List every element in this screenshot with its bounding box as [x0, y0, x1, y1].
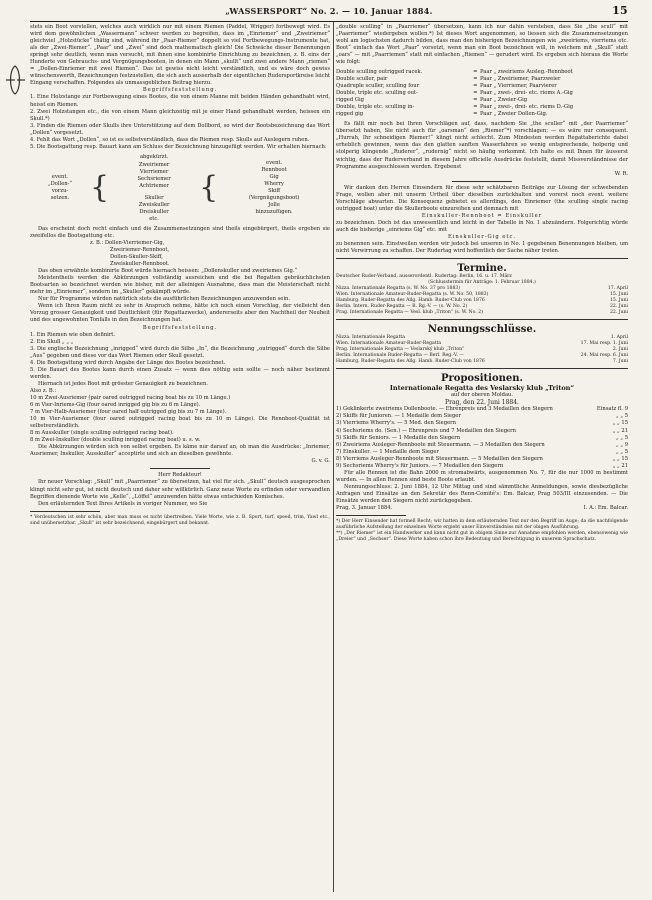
footnote: **) „Der Riemer“ ist ein Handwerker und kann nicht gut in obigem Sinne zur Annahme empfohlen werden, ebensowenig wie „Dreier“ und „Sechser“. Diese Worte haben schon ihre Bedeutung und Berechtigung in unserem Sprachschatz.: [336, 531, 628, 543]
race-item: [336, 420, 628, 427]
boat-example: 8 m Zwei-Inskuller (double sculling inrigged racing boat) u. s. w.: [30, 437, 201, 444]
termine-date: 15. Juni: [610, 292, 628, 298]
footnote-rule: [336, 515, 406, 516]
column-divider: [333, 22, 334, 892]
footnote: * Verdeutschen ist sehr schön, aber man muss es nicht übertreiben. Viele Worte, wie z. B. Sport, turf, speed, trim, Yawl etc., sind unübersetzbar. „Skull“ ist sehr bezeichnend, eingebürgert und bekannt.: [30, 514, 330, 526]
race-name: 4) Sechsriems do. (Sen.) — Ehrenpreis und 7 Medaillen den Siegern: [336, 427, 516, 434]
term-de: Paar „ zweiriems Ausleg.-Rennboot: [480, 69, 573, 76]
definition: 4. Fehlt das Wort „Dollen“, so ist es selbstverständlich, dass die Riemen resp. Skulls auf Auslegern ruhen.: [30, 136, 310, 143]
termine-event: Nizza. Internationale Regatta (s. W. No. 37 pro 1883): [336, 286, 461, 292]
paragraph: Das oben erwähnte kombinirte Boot würde hiernach heissen: „Dollenskuller und zweiriemes Gig.“: [38, 268, 298, 275]
scheme-type: Wherry: [264, 181, 284, 188]
regatta-location: auf der oberen Moldau.: [450, 392, 514, 399]
term-en: Double sculling outrigged racek.: [336, 69, 423, 76]
section-rule: [336, 319, 628, 320]
boat-example: 8 m Ausskuller (single sculling outrigged racing boat).: [30, 430, 174, 437]
race-item: [336, 442, 628, 449]
race-item: [336, 463, 628, 470]
section-rule: [336, 258, 628, 259]
scheme-label: „Dollen-“: [47, 181, 73, 188]
example-list: [30, 240, 330, 268]
race-name: 3) Vierriems Wherry's. — 5 Med. den Siegern: [336, 420, 456, 427]
nennung-title: Nennungsschlüsse.: [427, 324, 537, 336]
race-item: [336, 449, 628, 456]
scheme-item: Achtriemer: [139, 182, 169, 189]
definition: 2. Ein Skull „ „ „: [30, 338, 74, 345]
scheme-type: Jolle: [268, 202, 280, 209]
boat-example: 7 m Vier-Halb-Ausriemer (four oared half outrigged gig bis zu 7 m Länge).: [30, 409, 227, 416]
scheme-type: Skiff: [268, 188, 281, 195]
termine-event: Berlin. Intern. Ruder-Regatta — B. Rg.-V. — (s. W. No. 2): [336, 304, 468, 310]
paragraph: „double sculling“ in „Paarriemer“ übersetzen, kann ich nur dahin verstehen, dass Sie „the scull“ mit „Paarriemer“ wiedergeben wollen.*) Ist dieses Wort angenommen, so liessen sich die Zusammensetzungen wohl am logischsten dadurch bilden, dass man den bisherigen Bezeichnungen wie „zweiriems, vierriems etc. Boot“ einfach das Wort „Paar“ vorsetzt, wenn man ein Boot bezeichnen will, in welchem mit „Skull“ statt „oars“ — mit „Paarriemen“ statt mit einfachen „Riemen“ — gerudert wird. Es ergeben sich hieraus die Worte wie folgt:: [336, 24, 628, 66]
term-row: Double sculler, pair = Paar „ Zweiriemer, Paarzweier: [336, 76, 628, 83]
paragraph: Hiernach ist jedes Boot mit grösster Genauigkeit zu bezeichnen.: [38, 380, 208, 387]
paragraph: Also z. B.:: [30, 387, 57, 394]
term-de: Paar „ Zweiriemer, Paarzweier: [480, 76, 561, 83]
termine-event: Wien. Internationale Amateur-Ruder-Regatta (s. W. No. 50, 1883): [336, 292, 489, 298]
term-en: Quadruple sculler, sculling four: [336, 83, 420, 90]
term-de: Paar „ Zweier-Gig: [480, 97, 528, 104]
termine-event: (Schlusstermin für Anträge: 1. Februar 1884.): [428, 280, 536, 286]
scheme-label: event.: [51, 174, 69, 181]
term-row: Quadruple sculler, sculling four = Paar „ Vierriemer, Paarvierer: [336, 83, 628, 90]
race-name: 5) Skiffs für Seniors. — 1 Medaille den Siegern: [336, 434, 461, 441]
example: z. B.: Dollen-Vierriemer-Gig,: [90, 239, 165, 246]
regatta-title: Internationale Regatta des Veslarsky klub „Triton“: [389, 384, 575, 393]
race-fee: „ „ 5: [616, 413, 628, 420]
term-en: Double, triple etc. sculling out-: [336, 90, 418, 97]
race-item: [336, 435, 628, 442]
term-en: rigged gig: [336, 111, 364, 118]
section-rule: [336, 368, 628, 369]
example: Zweiskuller-Rennboot.: [110, 261, 170, 268]
scheme-abbrev: abgekürzt.: [139, 153, 169, 160]
closing-line: [336, 505, 628, 512]
paragraph: Nennungsschluss: 2. Juni 1884, 12 Uhr Mittag und sind sämmtliche Anmeldungen, sowie diesbezügliche Anfragen und Einsätze an den Sekretär des Renn-Comité's: Em. Balcar, Prag 503/III einzusenden. — Die Einsätze werden den Siegern nicht zurückgegeben.: [336, 483, 628, 504]
scheme-type: event.: [266, 160, 283, 167]
scheme-type: hinzuzufügen.: [255, 209, 293, 216]
termine-event: Hamburg. Ruder-Regatta des Allg. Hamb. Ruder-Club von 1876: [336, 298, 485, 304]
paragraph: Das erscheint doch recht einfach und die Zusammensetzungen sind theils eingebürgert, theils ergeben sie zweifellos die Bootsgattung etc.: [30, 225, 330, 239]
race-name: 2) Skiffs für Junioren. — 1 Medaille dem Sieger: [336, 413, 461, 420]
scheme-item: Dreiskuller: [139, 208, 169, 215]
footnote: *) Der Herr Einsender hat formell Recht; wir hatten in dem erläuternden Text nur den Begriff im Auge; da die nachfolgende ausführliche Aufstellung der einzelnen Worte ergiebt unser Einverständniss mit der obigen Ausführung.: [336, 519, 628, 531]
nennung-date: 24. Mai resp. 6. Juni: [580, 353, 628, 359]
race-fee: „ „ 15: [612, 455, 628, 462]
term-row: rigged gig = Paar „ Zweier Dollen-Gig.: [336, 111, 628, 118]
propositionen-title: Propositionen.: [440, 373, 524, 385]
termine-date: 22. Juni: [610, 310, 628, 316]
nennung-event: Prag. Internationale Regatta — Veslarský klub „Triton“: [336, 347, 465, 353]
section-heading: Begriffsfeststellung.: [142, 87, 218, 94]
paragraph: Für alle Rennen ist die Bahn 2000 m stromabwärts, ausgenommen No. 7, für die nur 1000 m bestimmt wurden. — In allen Rennen sind beste Boote erlaubt.: [336, 469, 628, 483]
race-name: 7) Einskuller. — 1 Medaille dem Sieger: [336, 448, 439, 455]
definition: 4. Die Bootsgattung wird durch Angabe der Länge des Bootes bezeichnet.: [30, 359, 226, 366]
boat-example: 10 m Zwei-Ausriemer (pair oared outrigged racing boat bis zu 10 m Länge.): [30, 394, 231, 401]
nennung-date: 1. April: [610, 335, 628, 341]
term-row: Double sculling outrigged racek. = Paar „ zweiriems Ausleg.-Rennboot: [336, 69, 628, 76]
scheme-item: Skuller: [144, 194, 164, 201]
term-row: Double, triple etc. sculling in- = Paar „ zwei-, drei- etc. riems D.-Gig: [336, 104, 628, 111]
race-name: 1) Geklinkerte zweiriems Dollenboote. — Ehrenpreis und 3 Medaillen den Siegern: [336, 406, 553, 413]
section-heading: Begriffsfeststellung.: [142, 324, 218, 331]
boat-example: 6 m Vier-Inriems-Gig (four oared inrigged gig bis zu 6 m Länge).: [30, 402, 201, 409]
term-en: Double, triple etc. sculling in-: [336, 104, 415, 111]
race-fee: Einsatz fl. 9: [596, 406, 628, 413]
boat-naming-scheme: [30, 154, 330, 223]
definition: 1. Ein Riemen wie oben definirt.: [30, 331, 116, 338]
termine-item: [336, 310, 628, 316]
paragraph: Den erläuternden Text Ihres Artikels in voriger Nummer, wo Sie: [38, 500, 208, 507]
term-de: Paar „ zwei-, drei- etc. riems A.-Gig: [480, 90, 573, 97]
race-fee: „ „ 5: [616, 448, 628, 455]
nennung-date: 7. Juni: [612, 359, 628, 365]
nennung-date: 17. Mai resp. 1. Juni: [580, 341, 628, 347]
scheme-item: Vierriemer: [139, 168, 169, 175]
paragraph: Ihr neuer Vorschlag: „Skull“ mit „Paarriemer“ zu übersetzen, hat viel für sich. „Skull“ deutsch ausgesprochen klingt nicht sehr gut, ist nicht deutsch und daher sehr willkürlich. Ganz neue Worte zu erfinden oder verwandten Begriffen dienende Worte wie „Kelle“, „Löffel“ anzuwenden hätte etwas entschieden Komisches.: [30, 479, 330, 500]
nennung-event: Nizza. Internationale Regatta: [336, 335, 405, 341]
margin-mark-icon: [4, 60, 26, 100]
nennung-event: Hamburg. Ruder-Regatta des Allg. Hamb. Ruder-Club von 1876: [336, 359, 485, 365]
centered-term: Einskuller-Gig etc.: [447, 233, 517, 240]
paragraph: zu bezeichnen. Doch ist das unwesentlich und leicht in der Tabelle in No. 1 abzuändern. Folgerichtig würde auch die bisherige „einriems Gig“ etc. mit: [336, 219, 628, 233]
race-fee: „ „ 5: [616, 434, 628, 441]
left-column: [30, 24, 330, 527]
paragraph: zu benennen sein. Einstweilen werden wir jedoch bei unseren in No. 1 gegebenen Benennungen bleiben, um nicht Verwirrung zu schaffen. Der Rudertag wird hoffentlich der Sache näher treten.: [336, 241, 628, 255]
example: Dollen-Skuller-Skiff,: [110, 254, 163, 261]
race-fee: „ „ 21: [612, 462, 628, 469]
centered-term: Einskuller-Rennboot = Einskuller: [421, 212, 543, 219]
closing-signature: I. A.: Em. Balcar.: [583, 505, 628, 512]
definition: 2. Zwei Holzstangen etc., die von einem Mann gleichzeitig mit je einer Hand gehandhabt werden, heissen ein Skull.*): [30, 108, 330, 122]
term-row: Double, triple etc. sculling out- = Paar „ zwei-, drei- etc. riems A.-Gig: [336, 90, 628, 97]
scheme-type: Rennboot: [261, 167, 287, 174]
regatta-date: Prag, den 22. Juni 1884.: [445, 399, 519, 407]
race-fee: „ „ 9: [616, 441, 628, 448]
term-de: Paar „ zwei-, drei- etc. riems D.-Gig: [480, 104, 574, 111]
signature: G. v. G.: [311, 458, 330, 465]
term-de: Paar „ Zweier Dollen-Gig.: [480, 111, 548, 118]
term-row: rigged Gig = Paar „ Zweier-Gig: [336, 97, 628, 104]
paragraph: Wenn ich Ihren Raum nicht zu sehr in Anspruch nehme, hätte ich noch einen Vorschlag, der vielleicht den Vorzug grosser Genauigkeit und Deutlichkeit (für Regattazwecke), andererseits aber den Nachtheil der Neuheit und des ungewohnten Tonfalls in den Bezeichnungen hat.: [30, 303, 330, 324]
divider: [150, 468, 210, 469]
paragraph: Wir danken den Herren Einsendern für diese sehr schätzbaren Beiträge zur Lösung der schwebenden Frage, wollen aber mit unserm Urtheil über dieselben zurückhalten und vorerst noch event. weitere Vorschläge abwarten. Die Konsequenz gebietet es allerdings, den Einriemer (the sculling single racing outrigged boat) unter die Skullerboote einzureihen und demnach mit: [336, 184, 628, 212]
example: Zweiriemer-Rennboot,: [110, 246, 170, 253]
termine-event: Deutscher Ruder-Verband, ausserordentl. Rudertag: Berlin, 16. u. 17. März: [336, 274, 512, 280]
race-name: 6) Zweiriems Ausleger-Rennboote mit Steuermann. — 3 Medaillen den Siegern: [336, 441, 545, 448]
race-list: [336, 406, 628, 469]
race-name: 8) Vierriems Ausleger-Rennboote mit Steuermann. — 5 Medaillen den Siegern: [336, 455, 543, 462]
termine-list: [336, 274, 628, 316]
race-fee: „ „ 15: [612, 420, 628, 427]
header-title: „WASSERSPORT“ No. 2. — 10. Januar 1884.: [225, 6, 433, 16]
scheme-item: etc.: [149, 215, 159, 222]
nennung-event: Wien. Internationale Amateur-Ruder-Regatta: [336, 341, 442, 347]
definition: 3. Die englische Bezeichnung „inrigged“ wird durch die Silbe „In“, die Bezeichnung „outrigged“ durch die Silbe „Aus“ gegeben und diese vor das Wort Riemen oder Skull gesetzt.: [30, 345, 330, 359]
page-number: 15: [612, 4, 628, 17]
paragraph: Die Abkürzungen würden sich von selbst ergeben. Es käme nur darauf an, ob man die Ausdrücke: „Inriemer, Ausriemer, Inskuller, Ausskuller“ acceptirte und sich an dieselben gewöhnte.: [30, 444, 330, 458]
definition: 5. Die Bootsgattung resp. Bauart kann am Schluss der Bezeichnung hinzugefügt werden. Wir erhalten hiernach:: [30, 143, 327, 150]
closing-place-date: Prag, 3. Januar 1884.: [336, 505, 393, 512]
termine-title: Termine.: [457, 263, 507, 275]
nennung-item: [336, 359, 628, 365]
scheme-item: Sechsriemer: [137, 175, 171, 182]
term-de: Paar „ Vierriemer, Paarvierer: [480, 83, 557, 90]
nennung-date: 2. Juni: [612, 347, 628, 353]
race-fee: „ „ 21: [612, 427, 628, 434]
scheme-type: (Vergnügungsboot): [248, 195, 300, 202]
nennung-event: Berlin. Internationale Ruder-Regatta — Berl. Reg.-V. —: [336, 353, 464, 359]
page-header: [30, 6, 628, 20]
scheme-item: Zweiskuller: [138, 201, 170, 208]
paragraph: stets ein Boot vorstellen, welches auch wirklich nur mit einem Riemen (Paddel, Wrigger) fortbewegt wird. Es wird dem gewöhnlichen „Wassermann“ schwer werden zu begreifen, dass im „Einriemer“ und „Zweiriemer“ gleichviel „Holzstücke“ thätig sind, während ihr „Paar-Riemer“ doppelt so viel Fortbewegungs-Instrumente hat, als der „Zwei-Riemer“. „Paar“ und „Zwei“ sind doch mathematisch gleich! Die Schwäche dieser Benennungen springt sehr deutlich, wenn man versucht, mit ihnen eine kombinirte Einrichtung zu bezeichnen, z. B. eins der Hunderte von Gebrauchs- und Vergnügungsbooten, in denen ein Mann „skullt“ und zwei andere Mann „riemen“ = „Dollen-Einriemer mit zwei Riemen“. Das ist gewiss nicht leicht verständlich, und es wäre doch gewiss wünschenswerth, Bezeichnungen festzustellen, die sich auch ausserhalb der eigentlichen Rudersportkreise leicht Eingang verschaffen. Folgendes als unmassgeblichen Beitrag hierzu.: [30, 24, 331, 87]
race-item: [336, 428, 628, 435]
divider: [452, 181, 512, 182]
scheme-type: Gig: [269, 174, 279, 181]
paragraph: Es fällt mir noch bei Ihren Vorschlägen auf, dass, nachdem Sie „the sculler“ mit „der Paarriemer“ übersetzt haben, Sie nicht auch für „oarsman“ den „Riemer“*) vorschlagen; — es wäre nur consequent. „Hurrah, Ihr schneidigen Riemer!“ klingt nicht schlecht. Zum Mindesten werden Regattaberichte dabei erheblich gewinnen, wenn das den glatten sanften Wasserfahren so wenig entsprechende, holperig und stolperig klingende „Ruderer“, „rudernig“ nicht so häufig vorkommt. Ich halte es mit Ihnen für äusserst wichtig, dass der Ruderverband in diesem Jahre officielle Ausdrücke feststellt, damit Missverständnisse der Programme ausgeschlossen werden. Ergebenst: [336, 121, 628, 170]
footnote-rule: [30, 511, 100, 512]
termine-date: 17. April: [607, 286, 628, 292]
scheme-item: Zweiriemer: [138, 161, 170, 168]
paragraph: Meistentheils werden die Abkürzungen vollständig ausreichen und die bei Regatten gebräuchlichsten Bootsarten so bezeichnet werden wie bisher, mit der alleinigen Ausnahme, dass man die Meisterschaft nicht mehr im „Einriemer“, sondern im „Skuller“ gekämpft würde.: [30, 275, 330, 296]
termine-event: Prag. Internationale Regatta — Vesl. klub „Triton“ (s. W. No. 2): [336, 310, 483, 316]
termine-date: 22. Juni: [610, 304, 628, 310]
race-item: [336, 456, 628, 463]
definition: 5. Die Bauart des Bootes kann durch einen Zusatz — wenn dies nöthig sein sollte — noch näher bestimmt werden.: [30, 366, 330, 380]
scheme-label: vorzu-: [51, 188, 69, 195]
nennung-list: [336, 335, 628, 365]
race-name: 9) Sechsriems Wherry's für Juniors. — 7 Medaillen den Siegern: [336, 462, 504, 469]
paragraph: Nur für Programme würden natürlich stets die ausführlichen Bezeichnungen anzuwenden sein.: [38, 296, 290, 303]
term-en: Double sculler, pair: [336, 76, 388, 83]
definition: 3. Finden die Riemen oder Skulls ihre Unterstützung auf dem Dollbord, so wird der Bootsbezeichnung das Wort „Dollen“ vorgesetzt.: [30, 122, 330, 136]
term-en: rigged Gig: [336, 97, 364, 104]
right-column: [336, 24, 628, 543]
termine-date: 15. Juni: [610, 298, 628, 304]
brace-icon: {: [90, 170, 110, 206]
signature: W. R.: [614, 170, 628, 177]
header-rule: [30, 21, 628, 22]
term-table: [336, 69, 628, 118]
definition: 1. Eine Holzstange zur Fortbewegung eines Bootes, die von einem Manne mit beiden Händen gehandhabt wird, heisst ein Riemen.: [30, 94, 330, 108]
boat-example: 10 m Vier-Ausriemer (four oared outrigged racing boat bis zu 10 m Länge). Die Rennboot-Qualität ist selbstverständlich.: [30, 416, 330, 430]
scheme-label: setzen.: [50, 195, 70, 202]
brace-icon: {: [199, 170, 219, 206]
letter-salutation: Herr Redakteur!: [158, 472, 202, 479]
